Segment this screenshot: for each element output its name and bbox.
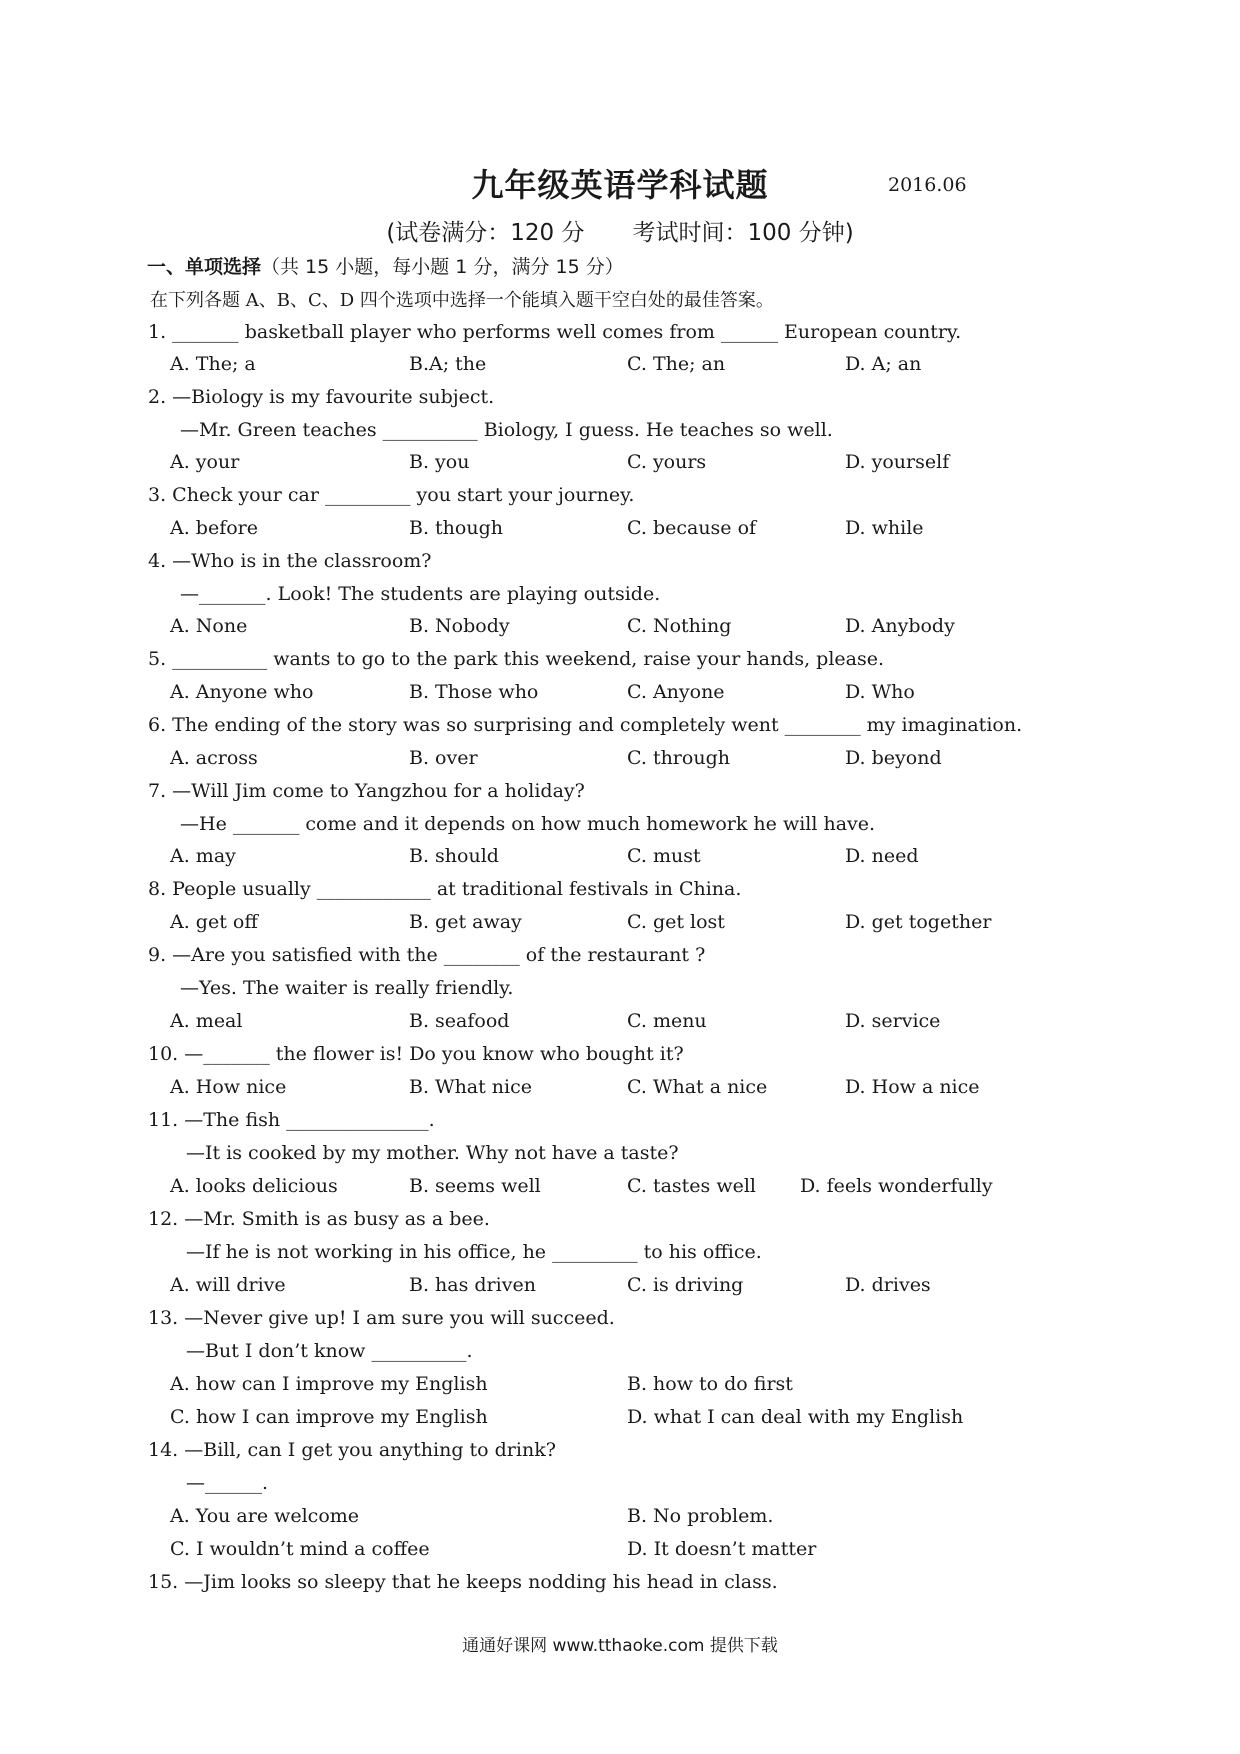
exam-time: 考试时间：100 分钟) — [632, 220, 854, 246]
question-4-option-c: C. Nothing — [627, 615, 732, 637]
section-heading-rest: （共 15 小题，每小题 1 分，满分 15 分） — [261, 256, 624, 278]
question-9-stem: 9. —Are you satisfied with the ________ of the restaurant ? — [148, 944, 706, 966]
question-5-option-b: B. Those who — [409, 681, 539, 703]
question-11-option-c: C. tastes well — [627, 1175, 756, 1197]
section-heading — [147, 252, 624, 279]
question-11-stem: 11. —The fish _______________. — [148, 1109, 435, 1131]
question-10-stem: 10. —_______ the flower is! Do you know who bought it? — [148, 1043, 684, 1065]
question-3-stem: 3. Check your car _________ you start your journey. — [148, 484, 635, 506]
question-4-option-d: D. Anybody — [845, 615, 955, 637]
question-11-option-b: B. seems well — [409, 1175, 541, 1197]
question-7-option-a: A. may — [170, 845, 236, 867]
exam-title: 九年级英语学科试题 — [471, 166, 769, 204]
question-7-option-c: C. must — [627, 845, 701, 867]
question-12-option-a: A. will drive — [170, 1274, 286, 1296]
question-11-stem-reply: —It is cooked by my mother. Why not have a taste? — [186, 1142, 679, 1164]
question-10-option-d: D. How a nice — [845, 1076, 980, 1098]
question-1-option-a: A. The; a — [170, 353, 256, 375]
full-score: (试卷满分：120 分 — [386, 220, 585, 246]
question-2-option-d: D. yourself — [845, 451, 950, 473]
question-7-stem-reply: —He _______ come and it depends on how much homework he will have. — [180, 813, 876, 835]
question-6-option-a: A. across — [170, 747, 258, 769]
question-9-option-a: A. meal — [170, 1010, 243, 1032]
question-6-stem: 6. The ending of the story was so surprising and completely went ________ my imagination. — [148, 714, 1023, 736]
question-6-option-b: B. over — [409, 747, 478, 769]
question-14-stem: 14. —Bill, can I get you anything to drink? — [148, 1439, 556, 1461]
question-5-stem: 5. __________ wants to go to the park this weekend, raise your hands, please. — [148, 648, 885, 670]
question-14-option-c: C. I wouldn’t mind a coffee — [170, 1538, 430, 1560]
question-13-option-d: D. what I can deal with my English — [627, 1406, 964, 1428]
question-14-option-d: D. It doesn’t matter — [627, 1538, 817, 1560]
question-13-stem: 13. —Never give up! I am sure you will succeed. — [148, 1307, 615, 1329]
question-12-option-b: B. has driven — [409, 1274, 536, 1296]
question-10-option-a: A. How nice — [170, 1076, 287, 1098]
question-6-option-d: D. beyond — [845, 747, 942, 769]
question-9-option-b: B. seafood — [409, 1010, 510, 1032]
question-5-option-a: A. Anyone who — [170, 681, 314, 703]
question-8-stem: 8. People usually ____________ at traditional festivals in China. — [148, 878, 742, 900]
question-14-option-a: A. You are welcome — [170, 1505, 360, 1527]
question-12-option-d: D. drives — [845, 1274, 931, 1296]
question-8-option-d: D. get together — [845, 911, 992, 933]
question-2-stem: 2. —Biology is my favourite subject. — [148, 386, 495, 408]
question-10-option-c: C. What a nice — [627, 1076, 768, 1098]
section-heading-bold: 一、单项选择 — [147, 256, 262, 278]
question-2-stem-reply: —Mr. Green teaches __________ Biology, I guess. He teaches so well. — [180, 419, 833, 441]
question-7-option-b: B. should — [409, 845, 499, 867]
question-2-option-a: A. your — [170, 451, 240, 473]
question-13-option-b: B. how to do first — [627, 1373, 793, 1395]
exam-date: 2016.06 — [888, 174, 967, 196]
question-15-stem: 15. —Jim looks so sleepy that he keeps nodding his head in class. — [148, 1571, 778, 1593]
question-9-stem-reply: —Yes. The waiter is really friendly. — [180, 977, 514, 999]
question-5-option-c: C. Anyone — [627, 681, 725, 703]
question-12-stem-reply: —If he is not working in his office, he _________ to his office. — [186, 1241, 762, 1263]
question-14-option-b: B. No problem. — [627, 1505, 774, 1527]
question-8-option-a: A. get off — [170, 911, 258, 933]
question-7-option-d: D. need — [845, 845, 919, 867]
question-8-option-b: B. get away — [409, 911, 522, 933]
question-2-option-b: B. you — [409, 451, 470, 473]
question-1-stem: 1. _______ basketball player who performs well comes from ______ European country. — [148, 321, 962, 343]
question-9-option-c: C. menu — [627, 1010, 707, 1032]
question-12-option-c: C. is driving — [627, 1274, 744, 1296]
question-3-option-b: B. though — [409, 517, 503, 539]
question-8-option-c: C. get lost — [627, 911, 725, 933]
question-11-option-a: A. looks delicious — [170, 1175, 338, 1197]
question-4-option-a: A. None — [170, 615, 248, 637]
question-5-option-d: D. Who — [845, 681, 915, 703]
question-6-option-c: C. through — [627, 747, 730, 769]
question-3-option-d: D. while — [845, 517, 924, 539]
question-13-stem-reply: —But I don’t know __________. — [186, 1340, 473, 1362]
question-11-option-d: D. feels wonderfully — [800, 1175, 993, 1197]
question-4-stem-reply: —_______. Look! The students are playing outside. — [180, 583, 661, 605]
question-13-option-c: C. how I can improve my English — [170, 1406, 488, 1428]
question-4-stem: 4. —Who is in the classroom? — [148, 550, 432, 572]
question-1-option-b: B.A; the — [409, 353, 487, 375]
question-14-stem-reply: —______. — [186, 1472, 269, 1494]
question-2-option-c: C. yours — [627, 451, 707, 473]
question-12-stem: 12. —Mr. Smith is as busy as a bee. — [148, 1208, 490, 1230]
question-4-option-b: B. Nobody — [409, 615, 510, 637]
question-13-option-a: A. how can I improve my English — [170, 1373, 488, 1395]
question-3-option-c: C. because of — [627, 517, 757, 539]
question-1-option-d: D. A; an — [845, 353, 922, 375]
section-instruction: 在下列各题 A、B、C、D 四个选项中选择一个能填入题干空白处的最佳答案。 — [150, 290, 774, 311]
question-10-option-b: B. What nice — [409, 1076, 533, 1098]
question-7-stem: 7. —Will Jim come to Yangzhou for a holiday? — [148, 780, 585, 802]
exam-info — [0, 214, 1240, 247]
page-footer: 通通好课网 www.tthaoke.com 提供下载 — [462, 1636, 778, 1656]
question-3-option-a: A. before — [170, 517, 259, 539]
question-9-option-d: D. service — [845, 1010, 941, 1032]
question-1-option-c: C. The; an — [627, 353, 726, 375]
